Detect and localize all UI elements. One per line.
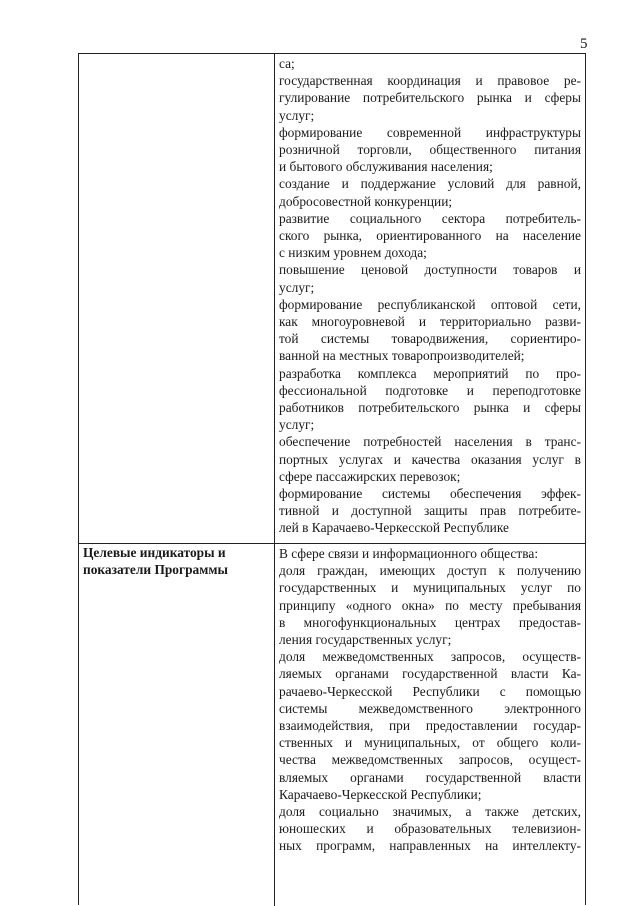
label-line: показатели Программы (83, 561, 228, 577)
text-line: ванной на местных товаропроизводителей; (279, 348, 525, 364)
text-line: работников потребительского рынка и сферы (279, 400, 581, 416)
text-line: фессиональной подготовке и переподготовке (279, 382, 581, 398)
text-line: создание и поддержание условий для равной, (279, 176, 581, 192)
label-line: Целевые индикаторы и (83, 545, 226, 560)
page-number: 5 (580, 36, 588, 52)
text-line: ственных и муниципальных, от общего коли- (279, 735, 581, 751)
text-line: повышение ценовой доступности товаров и (279, 262, 581, 278)
row-label-cell (79, 54, 275, 543)
tasks-list-cell (275, 54, 585, 543)
text-line: той системы товародвижения, сориентиро- (279, 331, 581, 347)
text-line: в многофункциональных центрах предостав- (279, 614, 581, 630)
text-line: услуг; (279, 417, 315, 433)
text-line: сфере пассажирских перевозок; (279, 468, 461, 484)
text-line: Карачаево-Черкесской Республики; (279, 786, 482, 802)
text-line: развитие социального сектора потребитель- (279, 210, 581, 226)
text-line: принципу «одного окна» по месту пребывания (279, 597, 581, 613)
table-row-tasks (79, 54, 585, 544)
text-line: ных программ, направленных на интеллекту- (279, 838, 581, 854)
text-line: разработка комплекса мероприятий по про- (279, 365, 581, 381)
text-line: тивной и доступной защиты прав потребите- (279, 503, 581, 519)
text-line: государственная координация и правовое ре- (279, 73, 581, 89)
table-row-indicators (79, 544, 585, 906)
text-line: ского рынка, ориентированного на население (279, 228, 581, 244)
text-line: добросовестной конкуренции; (279, 193, 453, 209)
text-line: портных услугах и качества оказания услуг в (279, 451, 581, 467)
text-line: чества межведомственных запросов, осущест- (279, 752, 581, 768)
text-line: государственных и муниципальных услуг по (279, 580, 581, 596)
text-line: формирование республиканской оптовой сети, (279, 296, 581, 312)
text-line: как многоуровневой и территориально разви- (279, 314, 581, 330)
indicators-label-cell (79, 544, 275, 906)
text-line: юношеских и образовательных телевизион- (279, 821, 581, 837)
text-line: са; (279, 56, 295, 71)
text-line: вляемых органами государственной власти (279, 769, 581, 785)
text-line: лей в Карачаево-Черкесской Республике (279, 520, 509, 536)
text-line: розничной торговли, общественного питания (279, 142, 581, 158)
text-line: ления государственных услуг; (279, 632, 452, 648)
text-line: обеспечение потребностей населения в транс- (279, 434, 581, 450)
program-passport-table (78, 53, 586, 905)
text-line: формирование современной инфраструктуры (279, 124, 581, 140)
text-line: В сфере связи и информационного общества: (279, 546, 539, 561)
text-line: и бытового обслуживания населения; (279, 159, 493, 175)
text-line: с низким уровнем дохода; (279, 245, 427, 261)
text-line: ляемых органами государственной власти Ка- (279, 666, 581, 682)
text-line: системы межведомственного электронного (279, 700, 581, 716)
text-line: доля межведомственных запросов, осуществ- (279, 649, 581, 665)
text-line: доля граждан, имеющих доступ к получению (279, 563, 581, 579)
indicators-list-cell (275, 544, 585, 906)
text-line: доля социально значимых, а также детских, (279, 804, 581, 820)
text-line: услуг; (279, 279, 315, 295)
text-line: взаимодействия, при предоставлении государ- (279, 718, 581, 734)
text-line: гулирование потребительского рынка и сферы (279, 90, 581, 106)
text-line: услуг; (279, 107, 315, 123)
text-line: формирование системы обеспечения эффек- (279, 486, 581, 502)
text-line: рачаево-Черкесской Республики с помощью (279, 683, 581, 699)
